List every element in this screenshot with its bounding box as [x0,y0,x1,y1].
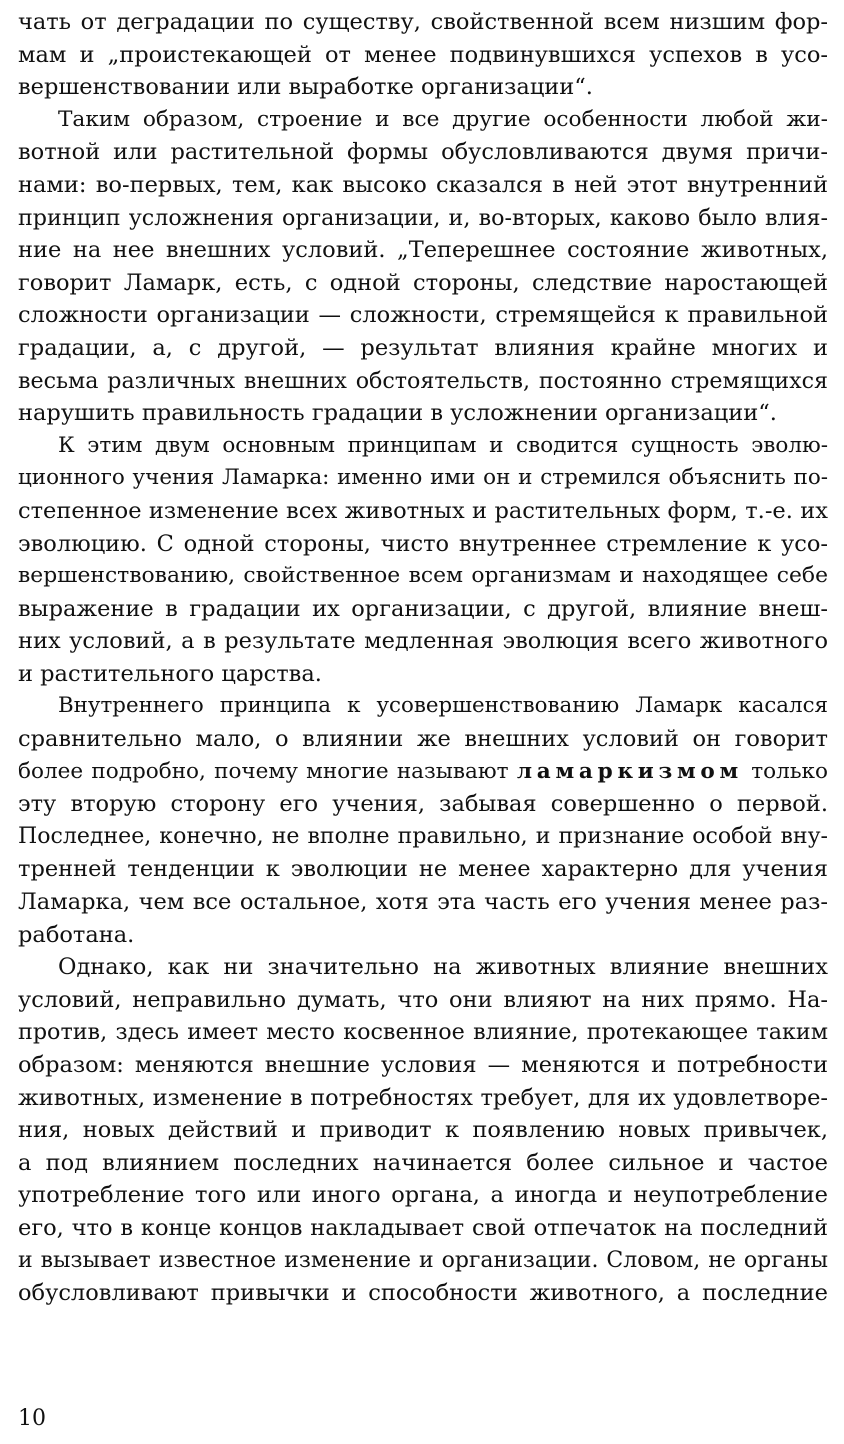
text-line: животных, изменение в потребностях требует, для их удовлетворе- [18,1084,828,1111]
text-line: принцип усложнения организации, и, во-вторых, каково было влия- [18,204,828,231]
text-line: мам и „проистекающей от менее подвинувшихся успехов в усо- [18,41,828,68]
text-line: выражение в градации их организации, с другой, влияние внеш- [18,595,828,622]
text-line: ционного учения Ламарка: именно ими он и стремился объяснить по- [18,465,828,491]
text-line: Однако, как ни значительно на животных влияние внешних [58,954,828,981]
paragraph-5 [18,951,828,1310]
text-line: нарушить правильность градации в усложнении организации“. [18,400,777,427]
text-line: градации, а, с другой, — результат влияния крайне многих и [18,334,828,361]
text-line: тренней тенденции к эволюции не менее характерно для учения [18,856,828,883]
paragraph-2 [18,104,828,430]
text-line: и растительного царства. [18,660,322,687]
text-fragment: только [751,758,828,784]
text-line: работана. [18,921,135,948]
text-line: них условий, а в результате медленная эволюция всего животного [18,628,828,655]
text-line: его, что в конце концов накладывает свой отпечаток на последний [18,1214,828,1241]
emphasis-term: ламаркизмом [516,758,743,784]
text-line: против, здесь имеет место косвенное влияние, протекающее таким [18,1019,828,1046]
text-line: Таким образом, строение и все другие особенности любой жи- [58,106,828,132]
text-line: вершенствованию, свойственное всем организмам и находящее себе [18,563,828,589]
text-line: а под влиянием последних начинается более сильное и частое [18,1149,828,1176]
text-line: чать от деградации по существу, свойственной всем низшим фор- [18,9,828,35]
text-line: вотной или растительной формы обусловливаются двумя причи- [18,139,828,166]
text-line: образом: меняются внешние условия — меняются и потребности [18,1052,828,1078]
text-line: эволюцию. С одной стороны, чисто внутреннее стремление к усо- [18,530,828,557]
paragraph-3 [18,430,828,691]
text-line: и вызывает известное изменение и организации. Словом, не органы [18,1247,828,1273]
text-line: сложности организации — сложности, стремящейся к правильной [18,302,828,329]
text-line: Последнее, конечно, не вполне правильно, и признание особой вну- [18,823,828,849]
paragraph-4 [18,690,828,951]
text-line: вершенствовании или выработке организации“. [18,74,593,101]
text-line: нами: во-первых, тем, как высоко сказался в ней этот внутренний [18,171,828,198]
text-line: Внутреннего принципа к усовершенствованию Ламарк касался [58,693,828,719]
text-line: ния, новых действий и приводит к появлению новых привычек, [18,1117,828,1144]
text-line: Ламарка, чем все остальное, хотя эта часть его учения менее раз- [18,889,828,916]
text-line: обусловливают привычки и способности животного, а последние [18,1280,828,1307]
text-line: говорит Ламарк, есть, с одной стороны, следствие наростающей [18,269,828,296]
text-line: условий, неправильно думать, что они влияют на них прямо. На- [18,986,828,1013]
text-line: весьма различных внешних обстоятельств, постоянно стремящихся [18,367,828,394]
page-text [18,6,828,1310]
text-line-emphasis [18,756,828,789]
paragraph-1 [18,6,828,104]
text-line: степенное изменение всех животных и растительных форм, т.-е. их [18,497,828,524]
text-line: сравнительно мало, о влиянии же внешних условий он говорит [18,726,828,753]
text-fragment: более подробно, почему многие называют [18,758,509,784]
text-line: К этим двум основным принципам и сводится сущность эволю- [58,432,828,458]
page-number: 10 [18,1406,46,1431]
text-line: эту вторую сторону его учения, забывая совершенно о первой. [18,791,828,818]
text-line: употребление того или иного органа, а иногда и неупотребление [18,1182,828,1209]
text-line: ние на нее внешних условий. „Теперешнее состояние животных, [18,237,828,264]
